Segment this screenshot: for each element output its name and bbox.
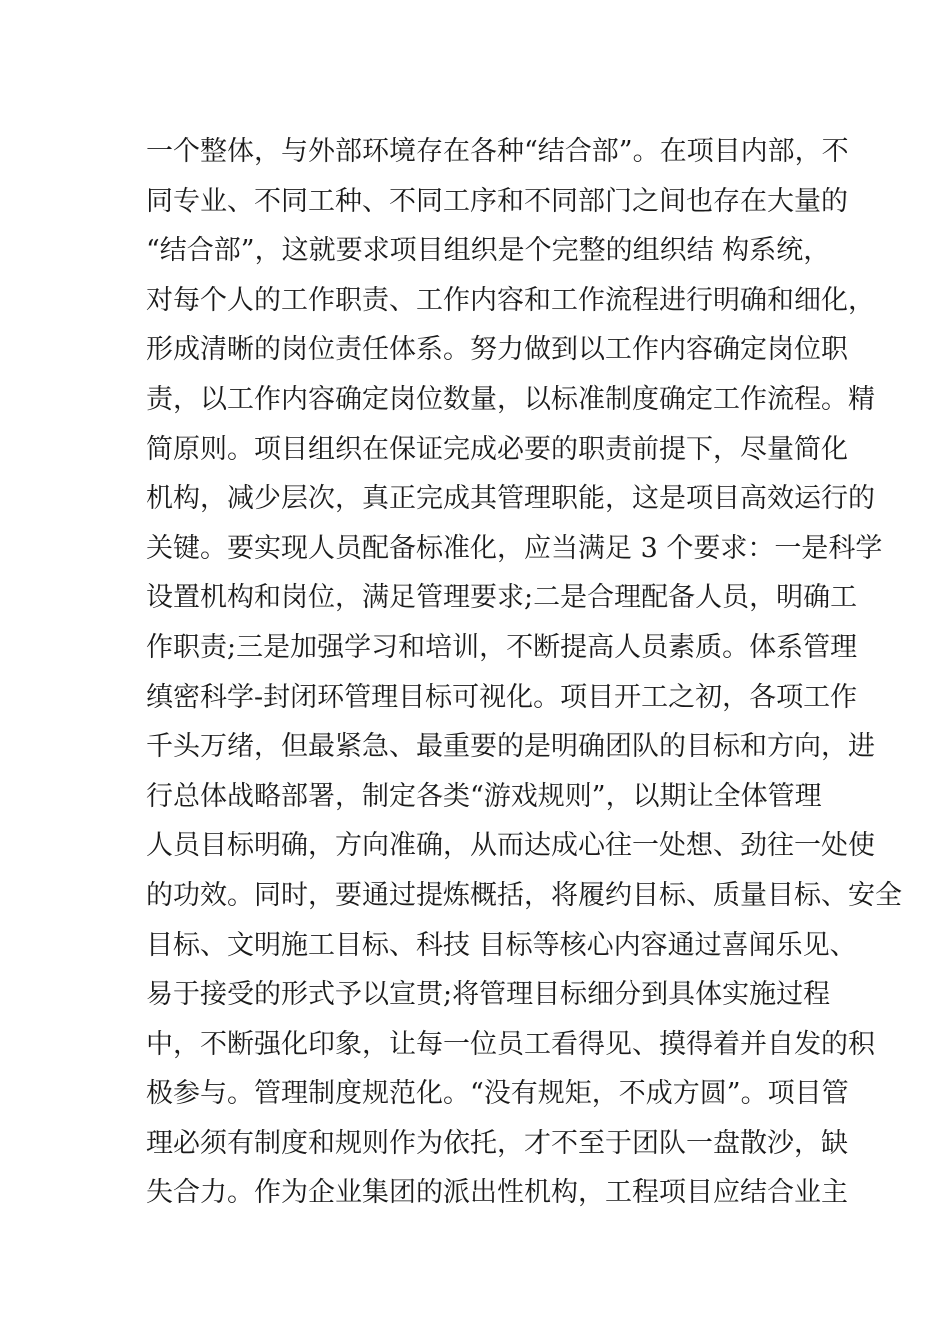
text-line: 对每个人的工作职责、工作内容和工作流程进行明确和细化，: [146, 284, 875, 316]
text-line: 中，不断强化印象，让每一位员工看得见、摸得着并自发的积: [146, 1028, 875, 1060]
text-line: “结合部”，这就要求项目组织是个完整的组织结 构系统，: [146, 235, 831, 267]
text-line: 行总体战略部署，制定各类“游戏规则”，以期让全体管理: [146, 780, 822, 812]
text-line: 简原则。项目组织在保证完成必要的职责前提下，尽量简化: [146, 433, 848, 465]
text-line: 关键。要实现人员配备标准化，应当满足 3 个要求：一是科学: [146, 532, 883, 564]
text-line: 易于接受的形式予以宣贯;将管理目标细分到具体实施过程: [146, 979, 831, 1011]
text-line: 设置机构和岗位，满足管理要求;二是合理配备人员，明确工: [146, 582, 858, 614]
text-line: 缜密科学-封闭环管理目标可视化。项目开工之初，各项工作: [146, 681, 858, 713]
text-line: 作职责;三是加强学习和培训，不断提高人员素质。体系管理: [146, 631, 858, 663]
text-line: 目标、文明施工目标、科技 目标等核心内容通过喜闻乐见、: [146, 929, 857, 961]
text-line: 极参与。管理制度规范化。“没有规矩，不成方圆”。项目管: [146, 1078, 849, 1110]
text-line: 同专业、不同工种、不同工序和不同部门之间也存在大量的: [146, 185, 848, 217]
text-line: 一个整体，与外部环境存在各种“结合部”。在项目内部，不: [146, 136, 849, 167]
body-text: [146, 127, 902, 1218]
text-line: 责，以工作内容确定岗位数量，以标准制度确定工作流程。精: [146, 383, 875, 415]
text-line: 人员目标明确，方向准确，从而达成心往一处想、劲往一处使: [146, 830, 875, 862]
text-line: 理必须有制度和规则作为依托，才不至于团队一盘散沙，缺: [146, 1127, 848, 1159]
text-line: 失合力。作为企业集团的派出性机构，工程项目应结合业主: [146, 1177, 848, 1209]
text-line: 的功效。同时，要通过提炼概括，将履约目标、质量目标、安全: [146, 879, 902, 911]
text-line: 千头万绪，但最紧急、最重要的是明确团队的目标和方向，进: [146, 731, 875, 763]
text-line: 形成清晰的岗位责任体系。努力做到以工作内容确定岗位职: [146, 334, 848, 366]
text-line: 机构，减少层次，真正完成其管理职能，这是项目高效运行的: [146, 483, 875, 515]
